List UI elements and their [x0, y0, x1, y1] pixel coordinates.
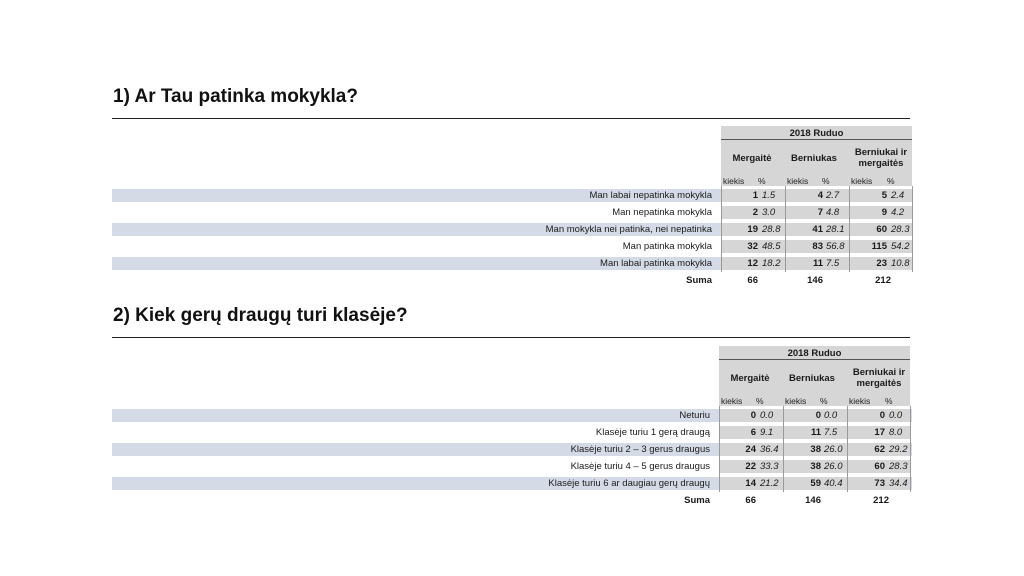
girls-count: 0 [750, 410, 756, 421]
total-count: 0 [879, 410, 885, 421]
row-label: Man mokykla nei patinka, nei nepatinka [545, 224, 712, 235]
total-percent: 4.2 [891, 207, 905, 218]
girls-count: 1 [752, 190, 758, 201]
total-percent: 28.3 [889, 461, 908, 472]
total-percent: 0.0 [889, 410, 903, 421]
total-count: 115 [871, 241, 887, 252]
total-count: 17 [874, 427, 885, 438]
boys-count: 41 [812, 224, 823, 235]
total-count: 73 [874, 478, 885, 489]
period-label: 2018 Ruduo [721, 128, 912, 140]
question-1-title: 1) Ar Tau patinka mokykla? [113, 86, 358, 107]
table-row [112, 257, 912, 270]
row-label: Klasėje turiu 1 gerą draugą [595, 427, 710, 438]
question-2-title: 2) Kiek gerų draugų turi klasėje? [113, 305, 408, 326]
sub-count: kiekis [787, 176, 809, 186]
sub-count: kiekis [849, 396, 871, 406]
girls-percent: 18.2 [762, 258, 781, 269]
group-total: Berniukai ir mergaitės [852, 367, 906, 389]
boys-count: 11 [810, 427, 821, 438]
group-total: Berniukai ir mergaitės [854, 147, 908, 169]
question-2-rule [112, 337, 910, 338]
sub-percent: % [822, 176, 830, 186]
boys-count: 7 [817, 207, 823, 218]
table-row [112, 409, 912, 422]
boys-percent: 2.7 [826, 190, 840, 201]
boys-count: 38 [810, 444, 821, 455]
sum-label: Suma [684, 495, 710, 506]
boys-count: 11 [812, 258, 823, 269]
row-label: Klasėje turiu 2 – 3 gerus draugus [570, 444, 710, 455]
total-percent: 10.8 [891, 258, 910, 269]
girls-percent: 0.0 [760, 410, 774, 421]
girls-count: 2 [752, 207, 758, 218]
group-boys: Berniukas [791, 153, 837, 164]
row-label: Man labai nepatinka mokykla [589, 190, 712, 201]
sum-girls: 66 [747, 275, 758, 286]
period-label: 2018 Ruduo [719, 348, 910, 360]
total-count: 62 [874, 444, 885, 455]
sub-count: kiekis [851, 176, 873, 186]
row-label: Man nepatinka mokykla [612, 207, 712, 218]
girls-percent: 1.5 [762, 190, 776, 201]
group-girls: Mergaitė [732, 153, 772, 164]
boys-percent: 26.0 [824, 461, 843, 472]
total-percent: 34.4 [889, 478, 908, 489]
row-label: Neturiu [679, 410, 710, 421]
total-percent: 8.0 [889, 427, 903, 438]
girls-count: 32 [747, 241, 758, 252]
boys-count: 0 [815, 410, 821, 421]
sub-percent: % [756, 396, 764, 406]
question-1-rule [112, 118, 910, 119]
table-row [112, 223, 912, 236]
girls-count: 12 [747, 258, 758, 269]
boys-count: 59 [810, 478, 821, 489]
row-label: Man labai patinka mokykla [600, 258, 712, 269]
girls-count: 6 [750, 427, 756, 438]
row-label: Man patinka mokykla [622, 241, 712, 252]
girls-percent: 9.1 [760, 427, 774, 438]
table-row [112, 460, 912, 473]
total-count: 60 [876, 224, 887, 235]
boys-percent: 28.1 [826, 224, 845, 235]
total-count: 9 [881, 207, 887, 218]
boys-count: 83 [812, 241, 823, 252]
total-percent: 28.3 [891, 224, 910, 235]
sum-label: Suma [686, 275, 712, 286]
total-percent: 29.2 [889, 444, 908, 455]
girls-count: 24 [745, 444, 756, 455]
sub-count: kiekis [721, 396, 743, 406]
girls-percent: 36.4 [760, 444, 779, 455]
table-header [721, 126, 912, 186]
table-header [719, 346, 910, 406]
boys-percent: 4.8 [826, 207, 840, 218]
boys-percent: 0.0 [824, 410, 838, 421]
girls-percent: 33.3 [760, 461, 779, 472]
boys-percent: 40.4 [824, 478, 843, 489]
table-row [112, 426, 912, 439]
total-count: 23 [876, 258, 887, 269]
sub-percent: % [887, 176, 895, 186]
row-label: Klasėje turiu 4 – 5 gerus draugus [570, 461, 710, 472]
boys-percent: 7.5 [826, 258, 840, 269]
table-row [112, 477, 912, 490]
row-label: Klasėje turiu 6 ar daugiau gerų draugų [548, 478, 710, 489]
sum-total: 212 [873, 495, 889, 506]
girls-percent: 48.5 [762, 241, 781, 252]
sub-count: kiekis [723, 176, 745, 186]
boys-percent: 26.0 [824, 444, 843, 455]
girls-count: 14 [745, 478, 756, 489]
girls-percent: 21.2 [760, 478, 779, 489]
total-count: 60 [874, 461, 885, 472]
boys-count: 38 [810, 461, 821, 472]
boys-percent: 7.5 [824, 427, 838, 438]
boys-percent: 56.8 [826, 241, 845, 252]
table-row [112, 443, 912, 456]
sum-boys: 146 [805, 495, 821, 506]
table-row [112, 206, 912, 219]
table-row [112, 189, 912, 202]
group-boys: Berniukas [789, 373, 835, 384]
sum-boys: 146 [807, 275, 823, 286]
girls-count: 22 [745, 461, 756, 472]
total-count: 5 [881, 190, 887, 201]
total-percent: 2.4 [891, 190, 905, 201]
sub-percent: % [758, 176, 766, 186]
boys-count: 4 [817, 190, 823, 201]
sum-girls: 66 [745, 495, 756, 506]
table-row [112, 240, 912, 253]
girls-percent: 28.8 [762, 224, 781, 235]
sub-percent: % [820, 396, 828, 406]
sub-count: kiekis [785, 396, 807, 406]
girls-count: 19 [747, 224, 758, 235]
sum-total: 212 [875, 275, 891, 286]
sub-percent: % [885, 396, 893, 406]
total-percent: 54.2 [891, 241, 910, 252]
group-girls: Mergaitė [730, 373, 770, 384]
girls-percent: 3.0 [762, 207, 776, 218]
